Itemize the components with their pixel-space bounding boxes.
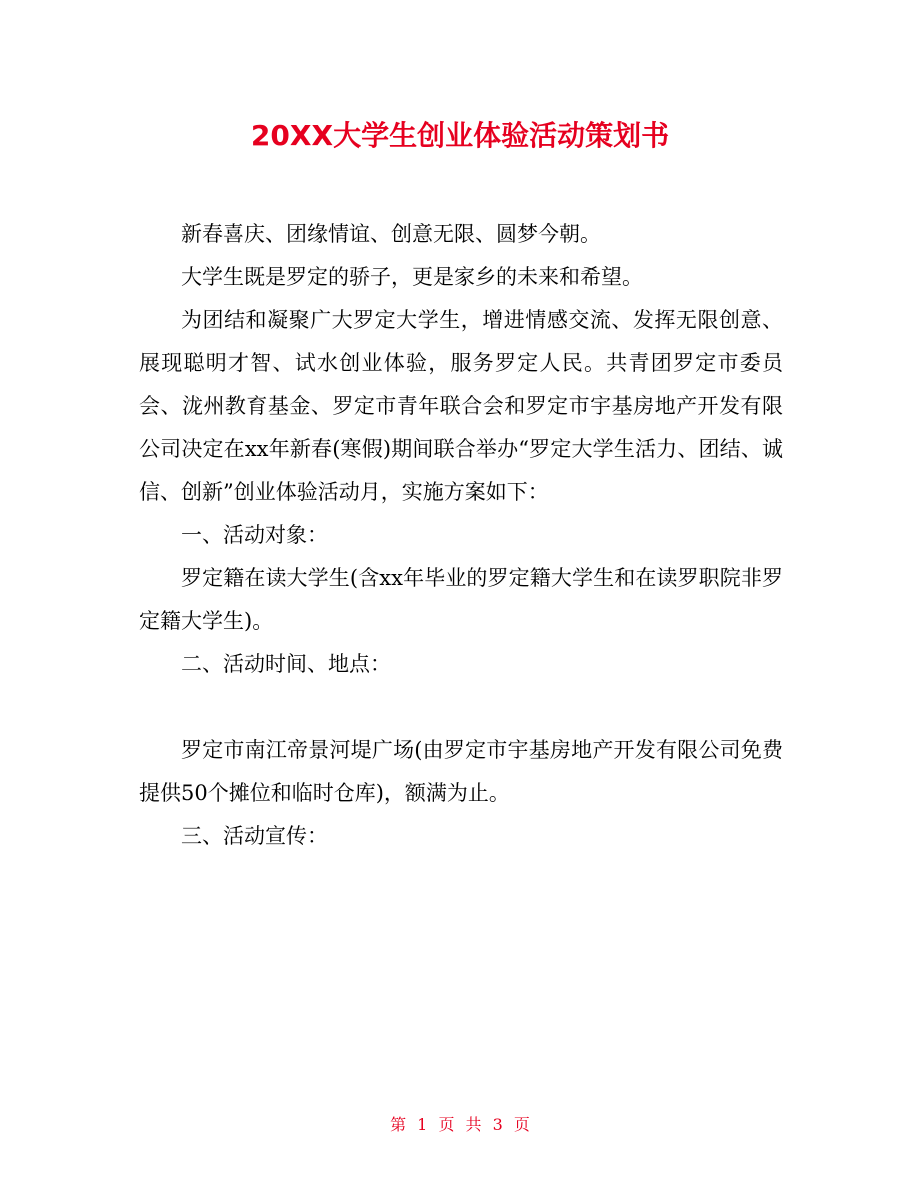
section-heading-participants: 一、活动对象：: [181, 523, 328, 547]
document-body: [139, 213, 783, 858]
paragraph-location: 罗定市南江帝景河堤广场(由罗定市宇基房地产开发有限公司免费提供50个摊位和临时仓库)，额满为止。: [139, 738, 783, 805]
paragraph-intro: 大学生既是罗定的骄子，更是家乡的未来和希望。: [181, 265, 643, 289]
section-heading-time-place: 二、活动时间、地点：: [181, 652, 391, 676]
paragraph-participants: 罗定籍在读大学生(含xx年毕业的罗定籍大学生和在读罗职院非罗定籍大学生)。: [139, 566, 783, 633]
page-number-footer: 第 1 页 共 3 页: [390, 1115, 530, 1134]
paragraph-slogan: 新春喜庆、团缘情谊、创意无限、圆梦今朝。: [181, 222, 601, 246]
paragraph-purpose: 为团结和凝聚广大罗定大学生，增进情感交流、发挥无限创意、展现聪明才智、试水创业体验，服务罗定人民。共青团罗定市委员会、泷州教育基金、罗定市青年联合会和罗定市宇基房地产开发有限公司决定在xx年新春(寒假)期间联合举办“罗定大学生活力、团结、诚信、创新”创业体验活动月，实施方案如下：: [139, 308, 783, 504]
document-title: 20XX大学生创业体验活动策划书: [250, 119, 670, 152]
section-heading-publicity: 三、活动宣传：: [181, 824, 328, 848]
